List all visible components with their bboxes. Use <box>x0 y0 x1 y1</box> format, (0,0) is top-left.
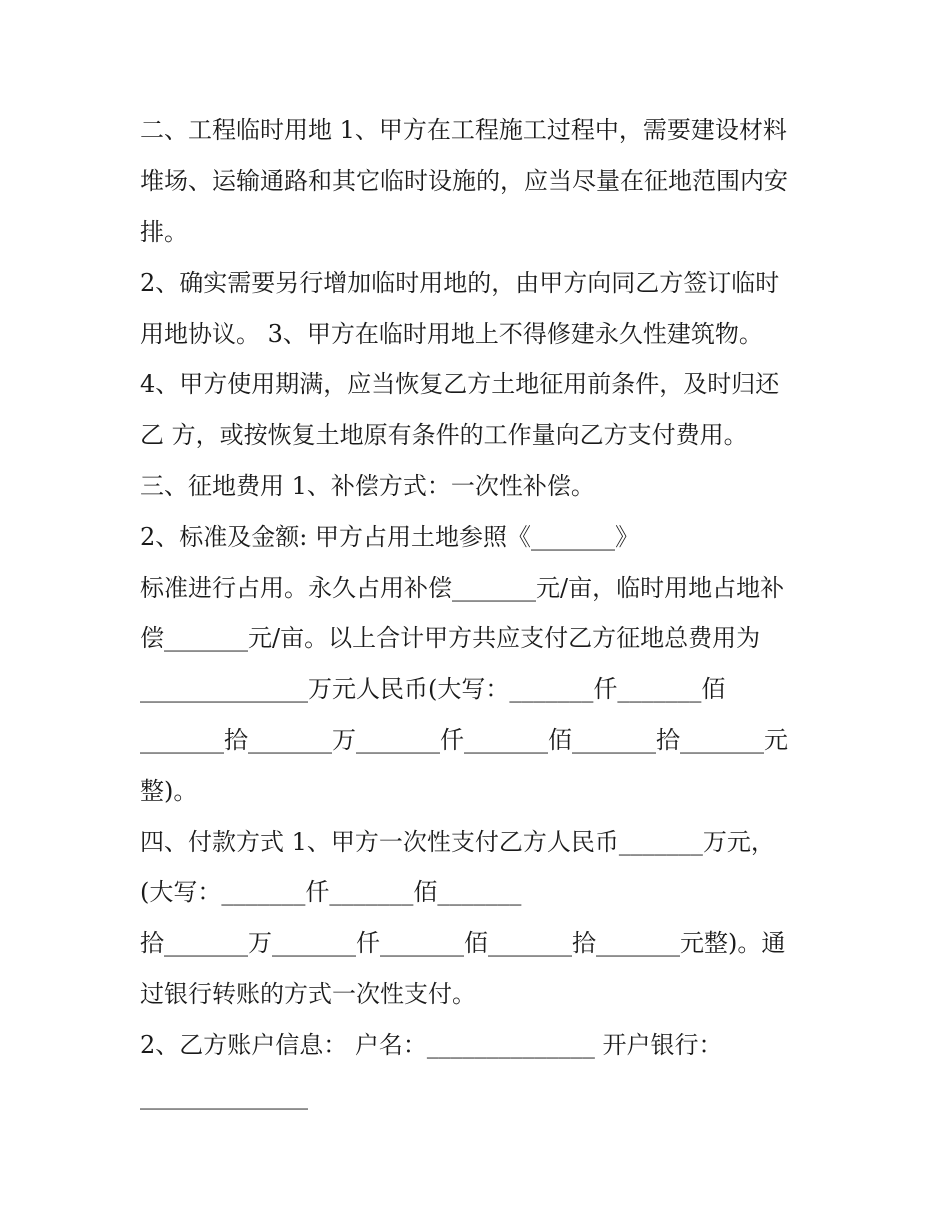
text-line: 标准进行占用。永久占用补偿_______元/亩，临时用地占地补 <box>140 574 785 602</box>
text-line: 排。 <box>140 218 188 246</box>
text-line: 三、征地费用 1、补偿方式：一次性补偿。 <box>140 472 595 500</box>
text-line: 拾_______万_______仟_______佰_______拾_______元整)。通 <box>140 929 786 957</box>
text-line: 偿_______元/亩。以上合计甲方共应支付乙方征地总费用为 <box>140 624 761 652</box>
text-line: 整)。 <box>140 777 198 805</box>
text-line: (大写：_______仟_______佰_______ <box>140 878 522 906</box>
text-line: 用地协议。 3、甲方在临时用地上不得修建永久性建筑物。 <box>140 320 763 348</box>
text-line: 2、确实需要另行增加临时用地的，由甲方向同乙方签订临时 <box>140 269 780 297</box>
text-line: _______拾_______万_______仟_______佰_______拾_______元 <box>140 726 788 754</box>
text-line: ______________万元人民币(大写：_______仟_______佰 <box>140 675 726 703</box>
text-line: 乙 方，或按恢复土地原有条件的工作量向乙方支付费用。 <box>140 421 748 449</box>
text-line: 堆场、运输通路和其它临时设施的，应当尽量在征地范围内安 <box>140 167 788 195</box>
text-line: 四、付款方式 1、甲方一次性支付乙方人民币_______万元， <box>140 828 775 856</box>
text-line: ______________ <box>140 1082 308 1110</box>
text-line: 二、工程临时用地 1、甲方在工程施工过程中，需要建设材料 <box>140 116 787 144</box>
text-line: 过银行转账的方式一次性支付。 <box>140 980 476 1008</box>
text-line: 2、乙方账户信息： 户名：______________ 开户银行： <box>140 1031 723 1059</box>
text-line: 2、标准及金额: 甲方占用土地参照《_______》 <box>140 523 639 551</box>
text-line: 4、甲方使用期满，应当恢复乙方土地征用前条件，及时归还 <box>140 370 780 398</box>
